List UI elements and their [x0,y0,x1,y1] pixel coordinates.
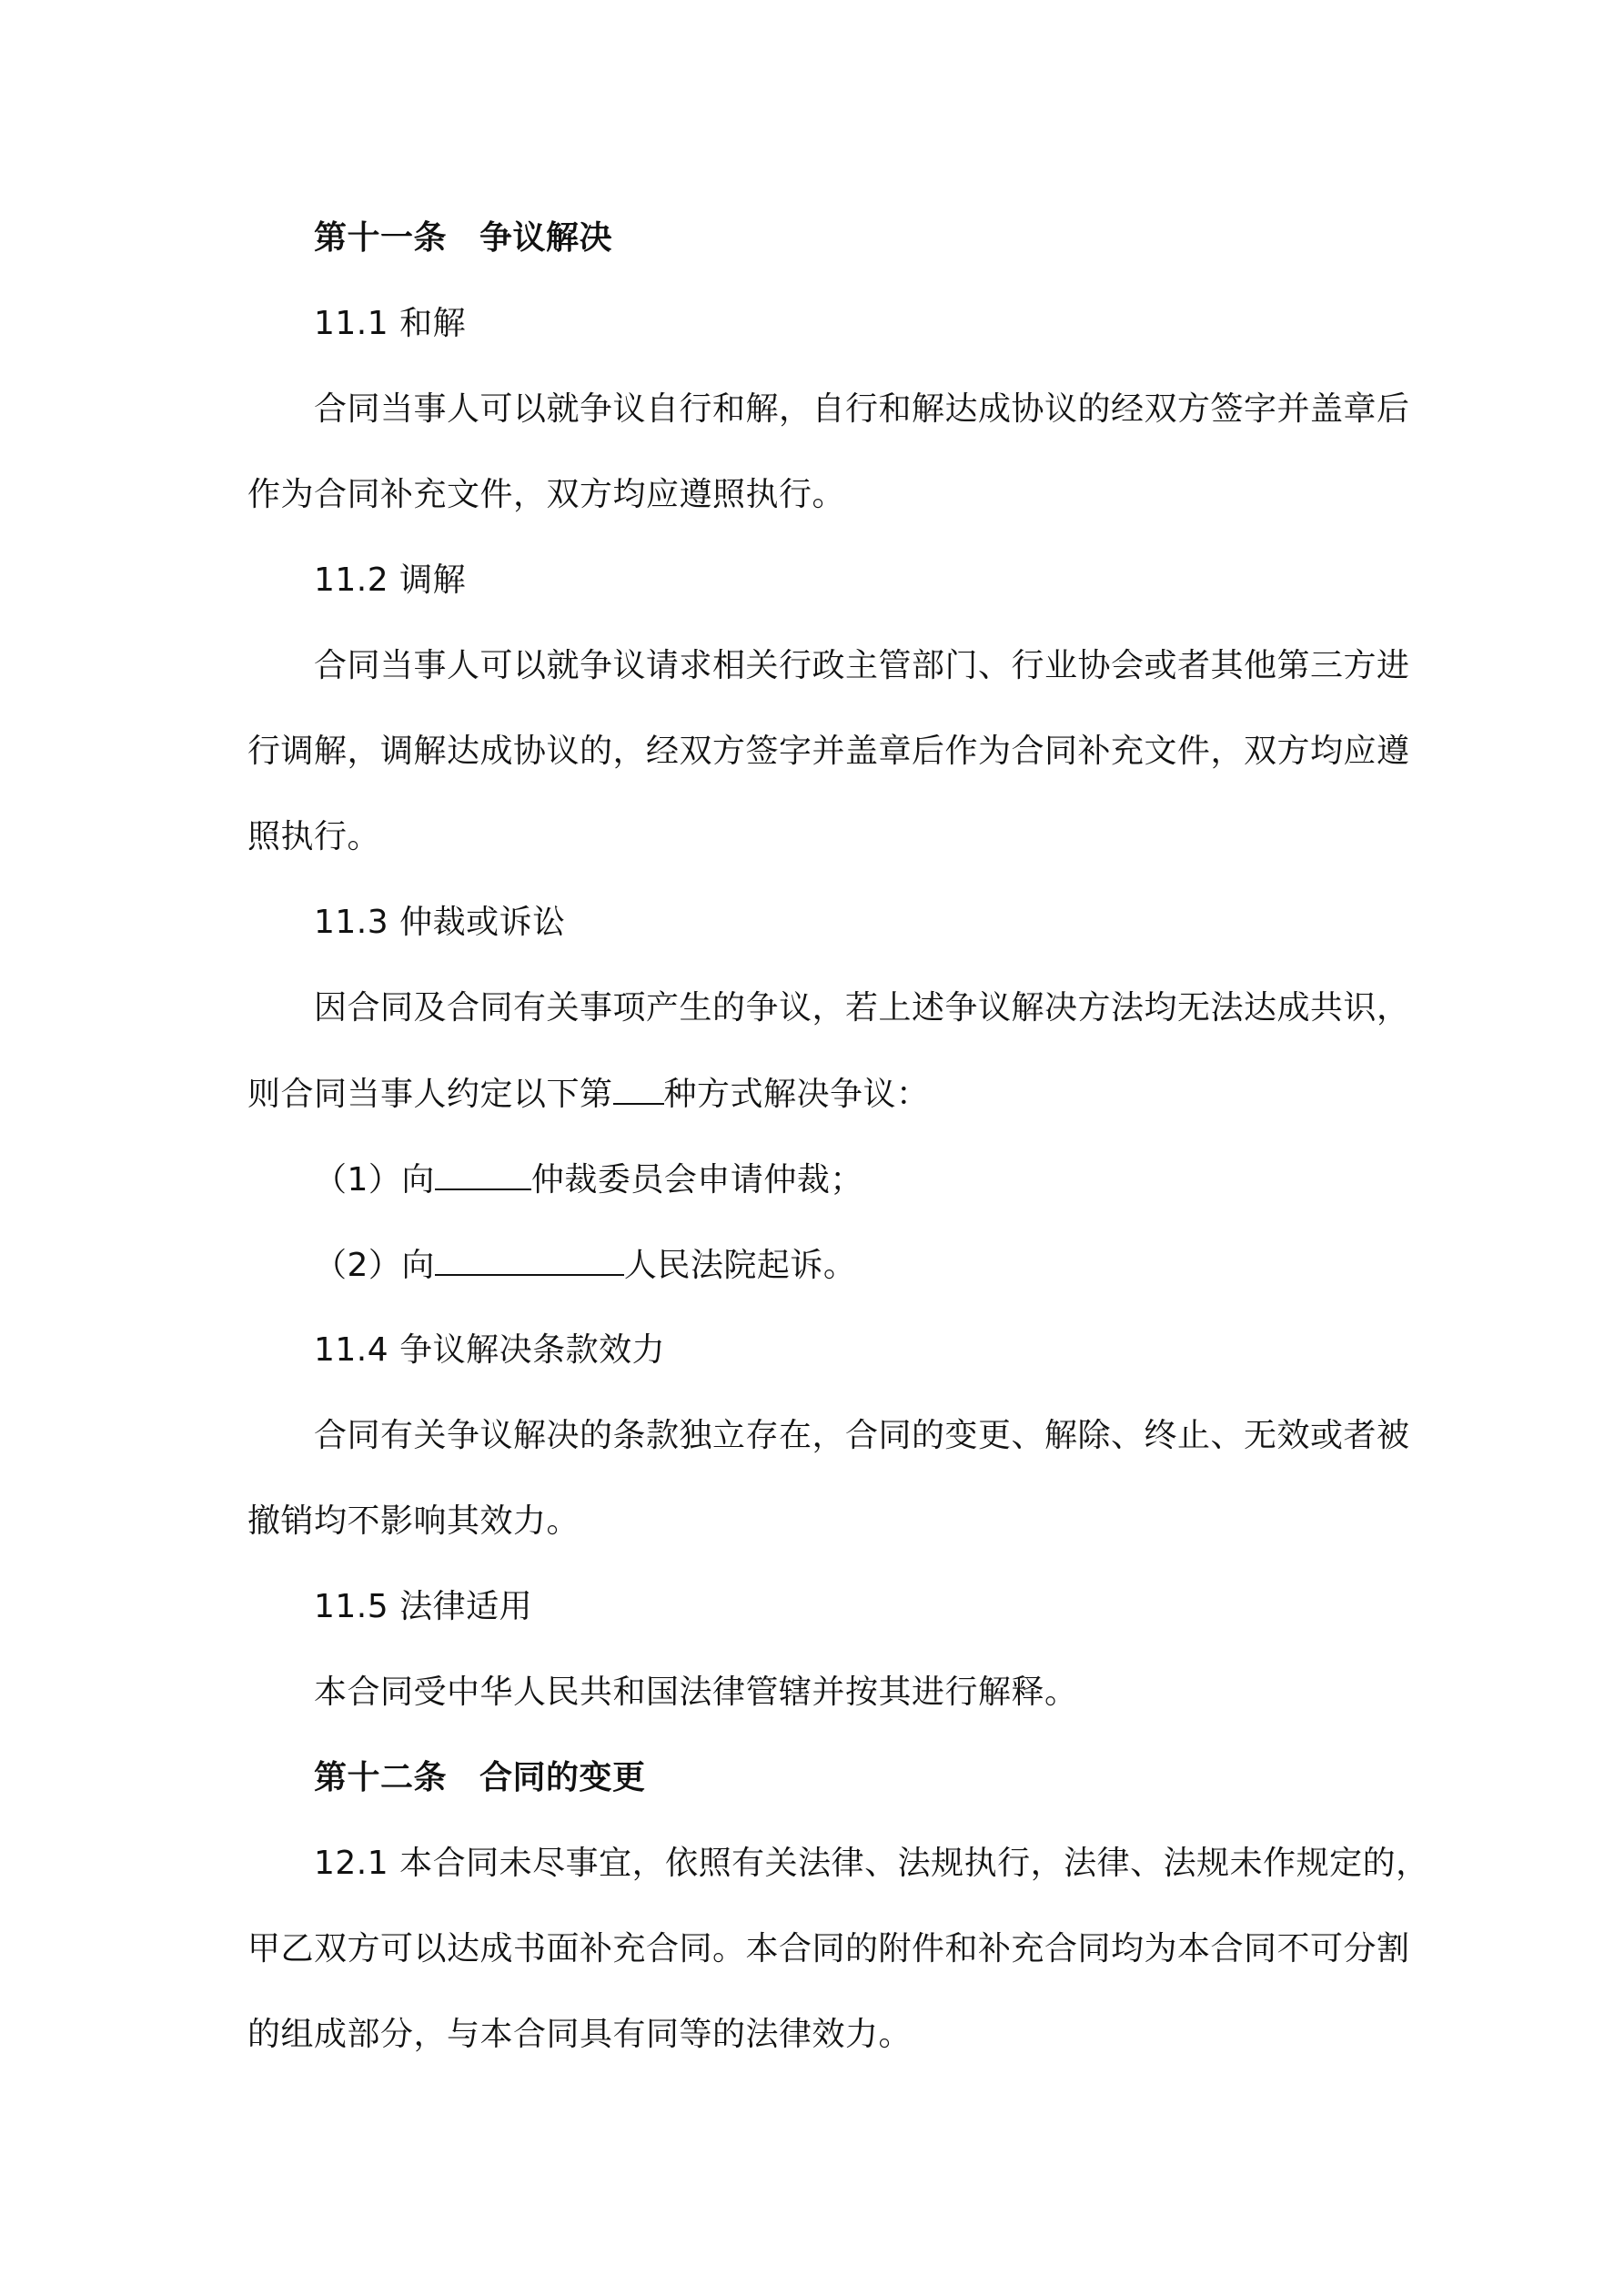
article-12-number: 第十二条 [314,1759,448,1796]
arbitration-commission-blank [435,1158,531,1190]
method-choice-prefix: 则合同当事人约定以下第 [247,1076,613,1113]
article-12-title: 合同的变更 [479,1759,646,1796]
article-11-number: 第十一条 [314,219,448,257]
section-11-2-heading: 11.2 调解 [314,561,467,599]
option-2-line [314,1243,856,1288]
section-11-3-paragraph-line: 因合同及合同有关事项产生的争议，若上述争议解决方法均无法达成共识， [314,989,1410,1027]
option-2-prefix: （2）向 [314,1247,435,1284]
method-choice-blank [613,1072,664,1105]
section-11-5-paragraph-line: 本合同受中华人民共和国法律管辖并按其进行解释。 [314,1674,1078,1711]
section-11-1-paragraph-line: 作为合同补充文件，双方均应遵照执行。 [247,476,846,513]
section-11-1-heading: 11.1 和解 [314,305,467,342]
section-11-4-paragraph-line: 撤销均不影响其效力。 [247,1502,580,1540]
court-name-blank [435,1243,624,1276]
method-choice-suffix: 种方式解决争议： [663,1076,930,1113]
section-11-2-paragraph-line: 合同当事人可以就争议请求相关行政主管部门、行业协会或者其他第三方进 [314,647,1410,684]
option-1-prefix: （1）向 [314,1161,435,1199]
section-11-5-heading: 11.5 法律适用 [314,1588,533,1625]
section-11-2-paragraph-line: 照执行。 [247,818,381,855]
option-1-suffix: 仲裁委员会申请仲裁； [530,1161,863,1199]
article-12-heading [314,1756,646,1800]
section-11-1-paragraph-line: 合同当事人可以就争议自行和解，自行和解达成协议的经双方签字并盖章后 [314,390,1410,428]
section-11-3-paragraph-line [247,1072,930,1117]
section-11-4-heading: 11.4 争议解决条款效力 [314,1331,666,1369]
section-12-1-paragraph-line: 的组成部分，与本合同具有同等的法律效力。 [247,2016,913,2053]
section-11-3-heading: 11.3 仲裁或诉讼 [314,904,566,941]
section-12-1-paragraph-line: 12.1 本合同未尽事宜，依照有关法律、法规执行，法律、法规未作规定的， [314,1845,1429,1882]
article-11-title: 争议解决 [479,219,613,257]
section-12-1-paragraph-line: 甲乙双方可以达成书面补充合同。本合同的附件和补充合同均为本合同不可分割 [247,1930,1410,1967]
option-2-suffix: 人民法院起诉。 [623,1247,857,1284]
option-1-line [314,1158,863,1202]
section-11-4-paragraph-line: 合同有关争议解决的条款独立存在，合同的变更、解除、终止、无效或者被 [314,1417,1410,1454]
section-11-2-paragraph-line: 行调解，调解达成协议的，经双方签字并盖章后作为合同补充文件，双方均应遵 [247,733,1410,770]
article-11-heading [314,217,612,260]
